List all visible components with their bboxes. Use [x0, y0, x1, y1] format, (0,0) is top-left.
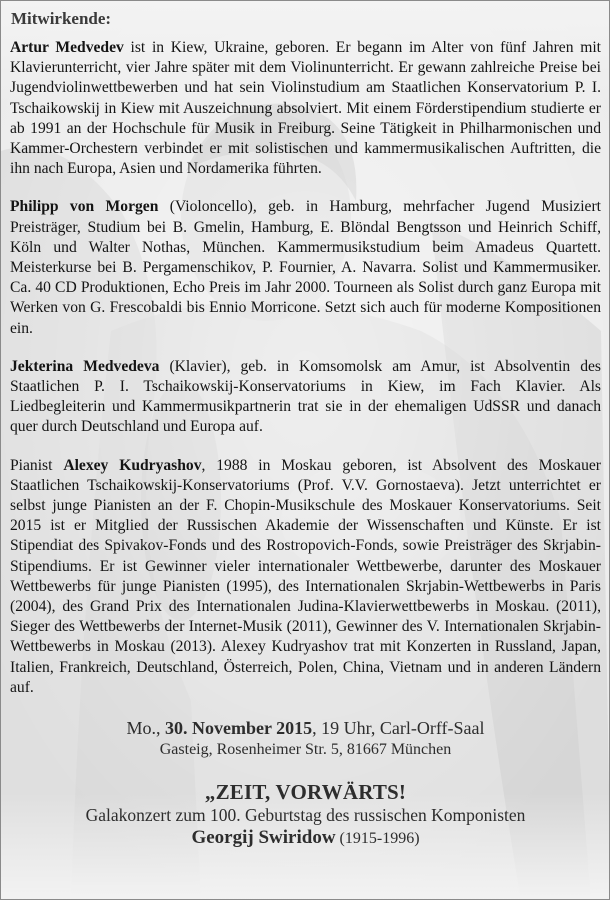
concert-subtitle: Galakonzert zum 100. Geburtstag des russischen Komponisten: [85, 805, 526, 826]
bio-alexey-kudryashov: [10, 456, 601, 698]
performer-name: Philipp von Morgen: [10, 198, 159, 216]
event-info: [10, 716, 601, 760]
event-day: Mo.,: [126, 718, 165, 739]
bio-artur-medvedev: [10, 38, 601, 179]
bio-text: (Klavier), geb. in Komsomolsk am Amur, ist Absolventin des Staatlichen P. I. Tschaikowskij-Konservatoriums in Kiew, im Fach Klavier. Als Liedbegleiterin und Kammermusikpartnerin trat sie in der ehemaligen UdSSR und danach quer durch Deutschland und Europa auf.: [10, 357, 601, 436]
performer-name: Jekterina Medvedeva: [10, 357, 160, 375]
bio-lead: Pianist: [10, 456, 64, 474]
event-date-line: [10, 716, 601, 740]
bio-philipp-von-morgen: [10, 197, 601, 338]
section-heading: Mitwirkende:: [11, 9, 112, 28]
performer-name: Alexey Kudryashov: [63, 456, 202, 474]
event-date: 30. November 2015: [164, 718, 313, 739]
concert-info: [10, 780, 601, 851]
bio-text: , 1988 in Moskau geboren, ist Absolvent des Moskauer Staatlichen Tschaikowskij-Konservatoriums (Prof. V.V. Gornostaeva). Jetzt unterrichtet er selbst junge Pianisten an der F. Chopin-Musikschule des Moskauer Konservatoriums. Seit 2015 ist er Mitglied der Russischen Akademie der Wissenschaften und Künste. Er ist Stipendiat des Spivakov-Fonds und des Rostropovich-Fonds, sowie Preisträger des Skrjabin-Stipendiums. Er ist Gewinner vieler internationaler Wettbewerbe, darunter des Moskauer Wettbewerbs für junge Pianisten (1995), des Internationalen Skrjabin-Wettbewerbs in Paris (2004), des Grand Prix des Internationalen Judina-Klavierwettbewerbs in Moskau. (2011), Sieger des Wettbewerbs der Internet-Musik (2011), Gewinner des V. Internationalen Skrjabin-Wettbewerbs in Moskau (2013). Alexey Kudryashov trat mit Konzerten in Russland, Japan, Italien, Frankreich, Deutschland, Österreich, Polen, China, Vietnam und in anderen Ländern auf.: [10, 456, 601, 696]
concert-title: „ZEIT, VORWÄRTS!: [204, 780, 407, 805]
bio-jekterina-medvedeva: [10, 357, 601, 438]
bio-text: ist in Kiew, Ukraine, geboren. Er begann im Alter von fünf Jahren mit Klavierunterricht, vier Jahre später mit dem Violinunterricht. Er gewann zahlreiche Preise bei Jugendviolinwettbewerben und hat sein Violinstudium am Staatlichen Konservatorium P. I. Tschaikowskij in Kiew mit Auszeichnung absolviert. Mit einem Förderstipendium studierte er ab 1991 an der Hochschule für Musik in Freiburg. Seine Tätigkeit in Philharmonischen und Kammer-Orchestern verbindet er mit solistischen und kammermusikalischen Auftritten, die ihn nach Europa, Asien und Nordamerika führten.: [10, 39, 601, 178]
bio-text: (Violoncello), geb. in Hamburg, mehrfacher Jugend Musiziert Preisträger, Studium bei B. Gmelin, Hamburg, E. Blöndal Bengtsson und Heinrich Schiff, Köln und Walter Nothas, München. Kammermusikstudium beim Amadeus Quartett. Meisterkurse bei B. Pergamenschikov, P. Fournier, A. Navarra. Solist und Kammermusiker. Ca. 40 CD Produktionen, Echo Preis im Jahr 2000. Tourneen als Solist durch ganz Europa mit Werken von G. Frescobaldi bis Ennio Morricone. Setzt sich auch für moderne Kompositionen ein.: [10, 198, 601, 337]
program-content: [10, 9, 601, 851]
composer-line: [10, 826, 601, 851]
event-time-place: , 19 Uhr, Carl-Orff-Saal: [312, 718, 485, 739]
performer-name: Artur Medvedev: [10, 39, 124, 56]
event-address: Gasteig, Rosenheimer Str. 5, 81667 München: [159, 741, 452, 759]
composer-years: (1915-1996): [335, 830, 420, 848]
composer-name: Georgij Swiridow: [191, 827, 336, 849]
